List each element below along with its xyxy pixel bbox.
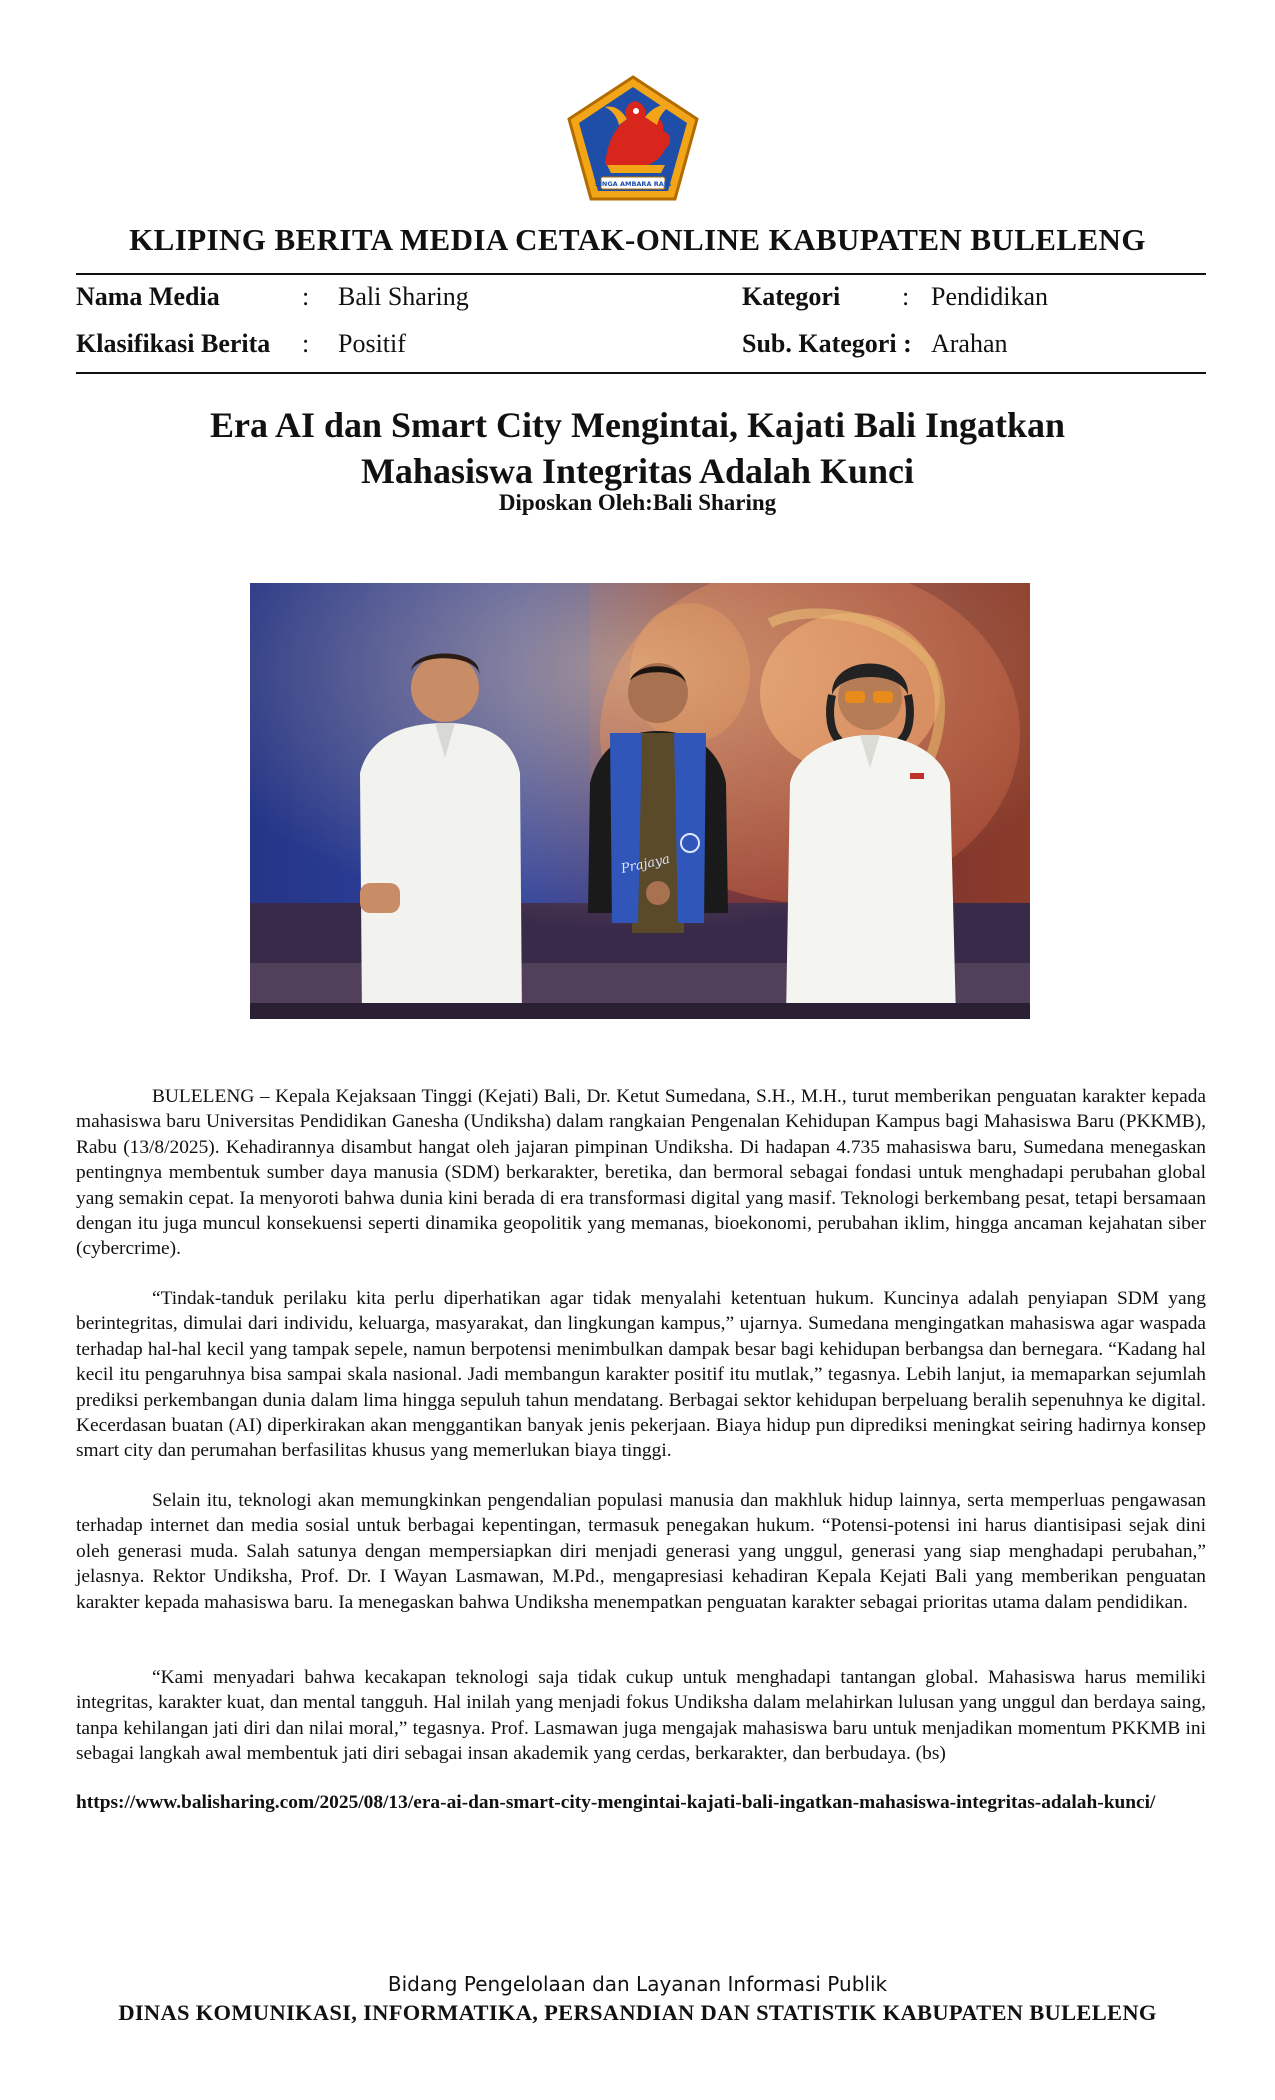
clipping-heading: KLIPING BERITA MEDIA CETAK-ONLINE KABUPATEN BULELENG — [129, 222, 1146, 257]
article-title-line-1: Era AI dan Smart City Mengintai, Kajati Bali Ingatkan — [209, 405, 1066, 445]
footer-division: Bidang Pengelolaan dan Layanan Informasi Publik — [387, 1972, 888, 1996]
meta-colon: : — [302, 329, 310, 358]
meta-colon: : — [302, 282, 310, 311]
article-paragraph: “Tindak-tanduk perilaku kita perlu diperhatikan agar tidak menyalahi ketentuan hukum. Kuncinya adalah penyiapan SDM yang berintegritas, dimulai dari individu, keluarga, masyarakat, dan lingkungan kampus,” ujarnya. Sumedana mengingatkan mahasiswa agar waspada terhadap hal-hal kecil yang tampak sepele, namun berpotensi menimbulkan dampak besar bagi kehidupan berbangsa dan bernegara. “Kadang hal kecil itu pengaruhnya bisa sampai skala nasional. Jadi membangun karakter positif itu mutlak,” tegasnya. Lebih lanjut, ia memaparkan sejumlah prediksi perkembangan dunia dalam lima hingga sepuluh tahun mendatang. Berbagai sektor kehidupan berpeluang beralih sepenuhnya ke digital. Kecerdasan buatan (AI) diperkirakan akan menggantikan banyak jenis pekerjaan. Biaya hidup pun diprediksi meningkat seiring hadirnya konsep smart city dan perumahan berfasilitas khusus yang memerlukan biaya tinggi. — [76, 1288, 1206, 1462]
meta-value-sub-kategori: Arahan — [931, 329, 1008, 358]
logo-motto: SINGA AMBARA RAJA — [594, 180, 672, 188]
buleleng-emblem-icon — [565, 73, 701, 205]
meta-colon: : — [902, 282, 910, 311]
meta-label-nama-media: Nama Media — [76, 282, 220, 311]
source-url-link[interactable]: https://www.balisharing.com/2025/08/13/era-ai-dan-smart-city-mengintai-kajati-bali-ingatkan-mahasiswa-integritas-adalah-kunci/ — [76, 1792, 1156, 1813]
meta-value-kategori: Pendidikan — [931, 282, 1048, 311]
article-byline: Diposkan Oleh:Bali Sharing — [498, 490, 777, 515]
meta-divider — [76, 372, 1206, 374]
article-photo — [250, 583, 1030, 1019]
meta-value-klasifikasi: Positif — [338, 329, 406, 358]
footer-agency: DINAS KOMUNIKASI, INFORMATIKA, PERSANDIAN DAN STATISTIK KABUPATEN BULELENG — [118, 2000, 1157, 2025]
article-paragraph: “Kami menyadari bahwa kecakapan teknologi saja tidak cukup untuk menghadapi tantangan global. Mahasiswa harus memiliki integritas, karakter kuat, dan mental tangguh. Hal inilah yang menjadi fokus Undiksha dalam melahirkan lulusan yang unggul dan berdaya saing, tanpa kehilangan jati diri dan nilai moral,” tegasnya. Prof. Lasmawan juga mengajak mahasiswa baru untuk menjadikan momentum PKKMB ini sebagai langkah awal membentuk jati diri sebagai insan akademik yang cerdas, berkarakter, dan berbudaya. (bs) — [76, 1667, 1206, 1765]
top-divider — [76, 273, 1206, 275]
meta-label-kategori: Kategori — [742, 282, 841, 311]
article-title — [120, 402, 1155, 494]
meta-label-klasifikasi: Klasifikasi Berita — [76, 329, 271, 358]
article-paragraph: BULELENG – Kepala Kejaksaan Tinggi (Kejati) Bali, Dr. Ketut Sumedana, S.H., M.H., turut memberikan penguatan karakter kepada mahasiswa baru Universitas Pendidikan Ganesha (Undiksha) dalam rangkaian Pengenalan Kehidupan Kampus bagi Mahasiswa Baru (PKKMB), Rabu (13/8/2025). Kehadirannya disambut hangat oleh jajaran pimpinan Undiksha. Di hadapan 4.735 mahasiswa baru, Sumedana menegaskan pentingnya membentuk sumber daya manusia (SDM) berkarakter, beretika, dan bermoral sebagai fondasi untuk menghadapi perubahan global yang semakin cepat. Ia menyoroti bahwa dunia kini berada di era transformasi digital yang masif. Teknologi berkembang pesat, tetapi bersamaan dengan itu juga muncul konsekuensi seperti dinamika geopolitik yang memanas, bioekonomi, perubahan iklim, hingga ancaman kejahatan siber (cybercrime). — [76, 1086, 1206, 1260]
article-paragraph: Selain itu, teknologi akan memungkinkan pengendalian populasi manusia dan makhluk hidup lainnya, serta memperluas pengawasan terhadap internet dan media sosial untuk berbagai kepentingan, termasuk penegakan hukum. “Potensi-potensi ini harus diantisipasi sejak dini oleh generasi muda. Salah satunya dengan mempersiapkan diri menjadi generasi yang unggul, generasi yang siap menghadapi perubahan,” jelasnya. Rektor Undiksha, Prof. Dr. I Wayan Lasmawan, M.Pd., mengapresiasi kehadiran Kepala Kejati Bali yang memberikan penguatan karakter kepada mahasiswa baru. Ia menegaskan bahwa Undiksha menempatkan penguatan karakter sebagai prioritas utama dalam pendidikan. — [76, 1490, 1206, 1613]
article-title-line-2: Mahasiswa Integritas Adalah Kunci — [360, 451, 915, 491]
scarf-text: Prajaya — [619, 851, 672, 877]
meta-label-sub-kategori: Sub. Kategori : — [742, 329, 912, 358]
meta-value-nama-media: Bali Sharing — [338, 282, 469, 311]
